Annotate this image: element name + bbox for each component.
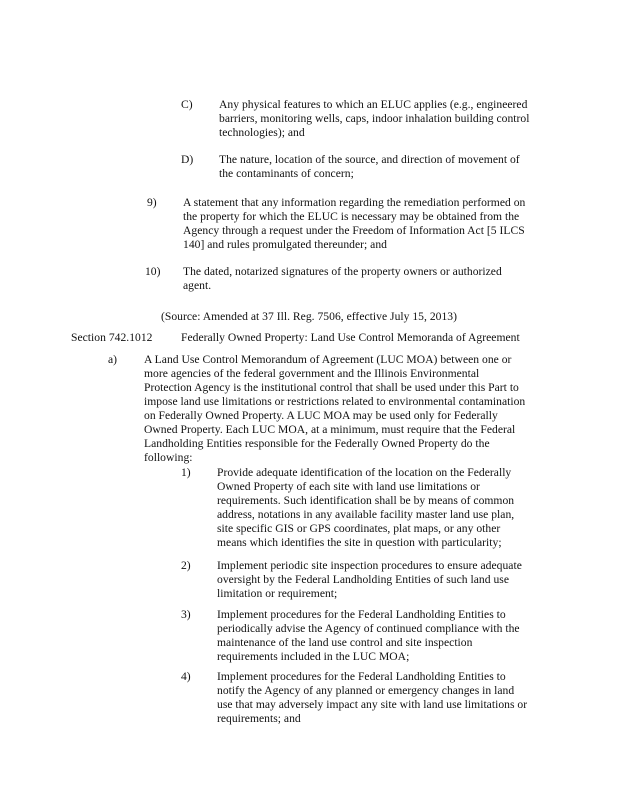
sub-item-label-2: 2): [181, 559, 191, 572]
text-line: technologies); and: [219, 126, 305, 139]
text-line: Agency through a request under the Freedom of Information Act [5 ILCS: [183, 224, 525, 237]
text-line: A Land Use Control Memorandum of Agreement (LUC MOA) between one or: [144, 353, 512, 366]
text-line: notify the Agency of any planned or emergency changes in land: [217, 684, 515, 697]
text-line: on Federally Owned Property. A LUC MOA may be used only for Federally: [144, 409, 498, 422]
text-line: address, notations in any available facility master land use plan,: [217, 508, 515, 521]
text-line: Implement procedures for the Federal Landholding Entities to: [217, 608, 506, 621]
text-line: requirements included in the LUC MOA;: [217, 650, 410, 663]
text-line: means which identifies the site in question with particularity;: [217, 536, 502, 549]
item-label-10: 10): [145, 265, 161, 278]
text-line: Implement procedures for the Federal Landholding Entities to: [217, 670, 506, 683]
text-line: agent.: [183, 279, 212, 292]
section-title: Federally Owned Property: Land Use Control Memoranda of Agreement: [181, 331, 520, 344]
section-number: Section 742.1012: [71, 331, 153, 344]
text-line: Owned Property. Each LUC MOA, at a minimum, must require that the Federal: [144, 423, 516, 436]
text-line: the property for which the ELUC is necessary may be obtained from the: [183, 210, 520, 223]
text-line: more agencies of the federal government and the Illinois Environmental: [144, 367, 480, 380]
text-line: requirements. Such identification shall be by means of common: [217, 494, 515, 507]
text-line: Landholding Entities responsible for the Federally Owned Property do the: [144, 437, 490, 450]
item-label-d: D): [181, 153, 194, 166]
text-line: A statement that any information regarding the remediation performed on: [183, 196, 526, 209]
text-line: maintenance of the land use control and site inspection: [217, 636, 473, 649]
sub-item-label-4: 4): [181, 670, 191, 683]
text-line: The nature, location of the source, and direction of movement of: [219, 153, 520, 166]
text-line: limitation or requirement;: [217, 587, 338, 600]
text-line: The dated, notarized signatures of the property owners or authorized: [183, 265, 502, 278]
text-line: Implement periodic site inspection procedures to ensure adequate: [217, 559, 522, 572]
subsection-label-a: a): [108, 353, 118, 366]
item-label-9: 9): [147, 196, 157, 209]
text-line: use that may adversely impact any site with land use limitations or: [217, 698, 528, 711]
text-line: following:: [144, 451, 193, 464]
text-line: requirements; and: [217, 712, 301, 725]
item-label-c: C): [181, 98, 193, 111]
text-line: periodically advise the Agency of continued compliance with the: [217, 622, 520, 635]
text-line: barriers, monitoring wells, caps, indoor inhalation building control: [219, 112, 530, 125]
text-line: impose land use limitations or restrictions related to environmental contamination: [144, 395, 526, 408]
text-line: Protection Agency is the institutional control that shall be used under this Part to: [144, 381, 519, 394]
text-line: the contaminants of concern;: [219, 167, 354, 180]
text-line: Owned Property of each site with land use limitations or: [217, 480, 480, 493]
text-line: site specific GIS or GPS coordinates, plat maps, or any other: [217, 522, 501, 535]
source-note: (Source: Amended at 37 Ill. Reg. 7506, effective July 15, 2013): [161, 310, 457, 323]
text-line: oversight by the Federal Landholding Entities of such land use: [217, 573, 509, 586]
sub-item-label-3: 3): [181, 608, 191, 621]
text-line: Provide adequate identification of the location on the Federally: [217, 466, 512, 479]
sub-item-label-1: 1): [181, 466, 191, 479]
text-line: 140] and rules promulgated thereunder; and: [183, 238, 387, 251]
text-line: Any physical features to which an ELUC applies (e.g., engineered: [219, 98, 528, 111]
